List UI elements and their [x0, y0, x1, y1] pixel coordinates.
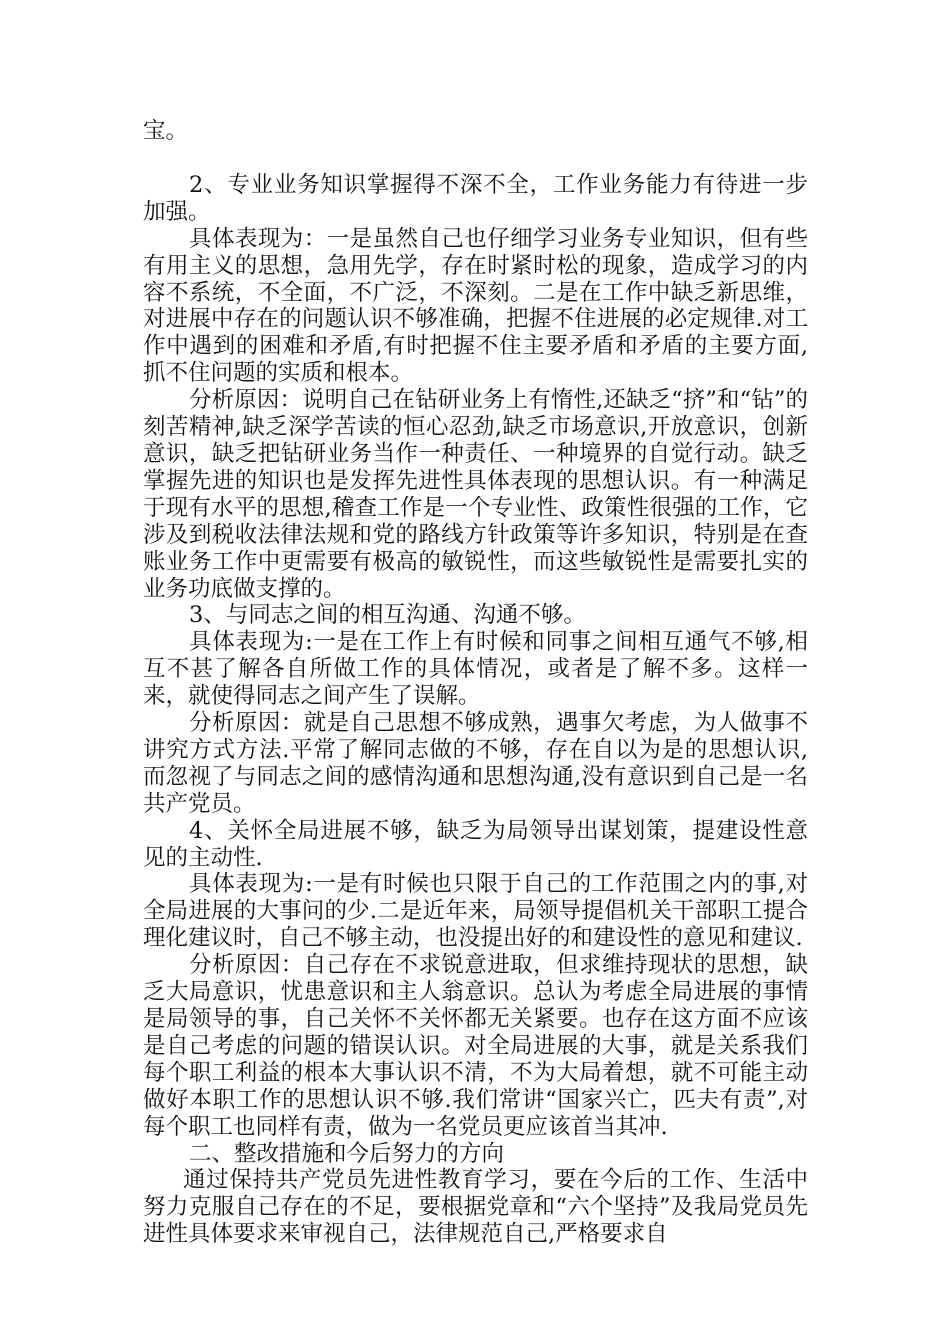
paragraph-analysis-2: 分析原因：说明自己在钻研业务上有惰性,还缺乏“挤”和“钻”的刻苦精神,缺乏深学苦读的恒心忍劲,缺乏市场意识,开放意识，创新意识，缺乏把钻研业务当作一种责任、一种境界的自觉行动。缺乏掌握先进的知识也是发挥先进性具体表现的思想认识。有一种满足于现有水平的思想,稽查工作是一个专业性、政策性很强的工作，它涉及到税收法律法规和党的路线方针政策等许多知识，特别是在查账业务工作中更需要有极高的敏锐性，而这些敏锐性是需要扎实的业务功底做支撑的。 [143, 387, 808, 602]
paragraph-analysis-4: 分析原因：自己存在不求锐意进取，但求维持现状的思想，缺乏大局意识，忧患意识和主人翁意识。总认为考虑全局进展的事情是局领导的事，自己关怀不关怀都无关紧要。也存在这方面不应该是自己考虑的问题的错误认识。对全局进展的大事，就是关系我们每个职工利益的根本大事认识不清，不为大局着想，就不可能主动做好本职工作的思想认识不够.我们常讲“国家兴亡，匹夫有责”,对每个职工也同样有责，做为一名党员更应该首当其冲. [143, 952, 808, 1140]
paragraph-performance-3: 具体表现为:一是在工作上有时候和同事之间相互通气不够,相互不甚了解各自所做工作的具体情况，或者是了解不多。这样一来，就使得同志之间产生了误解。 [143, 629, 808, 710]
paragraph-gap [143, 145, 808, 172]
document-page [143, 118, 808, 1248]
section-heading-2: 2、专业业务知识掌握得不深不全，工作业务能力有待进一步加强。 [143, 171, 808, 225]
paragraph-performance-2: 具体表现为：一是虽然自己也仔细学习业务专业知识，但有些有用主义的思想，急用先学，存在时紧时松的现象，造成学习的内容不系统，不全面，不广泛，不深刻。二是在工作中缺乏新思维，对进展中存在的问题认识不够准确，把握不住进展的必定规律.对工作中遇到的困难和矛盾,有时把握不住主要矛盾和矛盾的主要方面,抓不住问题的实质和根本。 [143, 225, 808, 387]
section-heading-rectification: 二、整改措施和今后努力的方向 [189, 1140, 505, 1167]
section-heading-3: 3、与同志之间的相互沟通、沟通不够。 [189, 602, 586, 629]
paragraph-continuation: 宝。 [143, 118, 189, 144]
paragraph-performance-4: 具体表现为:一是有时候也只限于自己的工作范围之内的事,对全局进展的大事问的少.二是近年来，局领导提倡机关干部职工提合理化建议时，自己不够主动，也没提出好的和建设性的意见和建议. [143, 871, 808, 952]
section-heading-4: 4、关怀全局进展不够，缺乏为局领导出谋划策，提建设性意见的主动性. [143, 817, 808, 871]
paragraph-analysis-3: 分析原因：就是自己思想不够成熟，遇事欠考虑，为人做事不讲究方式方法.平常了解同志做的不够，存在自以为是的思想认识,而忽视了与同志之间的感情沟通和思想沟通,没有意识到自己是一名共产党员。 [143, 710, 808, 817]
paragraph-rectification: 通过保持共产党员先进性教育学习，要在今后的工作、生活中努力克服自己存在的不足，要根据党章和“六个坚持”及我局党员先进性具体要求来审视自己，法律规范自己,严格要求自 [143, 1167, 808, 1248]
